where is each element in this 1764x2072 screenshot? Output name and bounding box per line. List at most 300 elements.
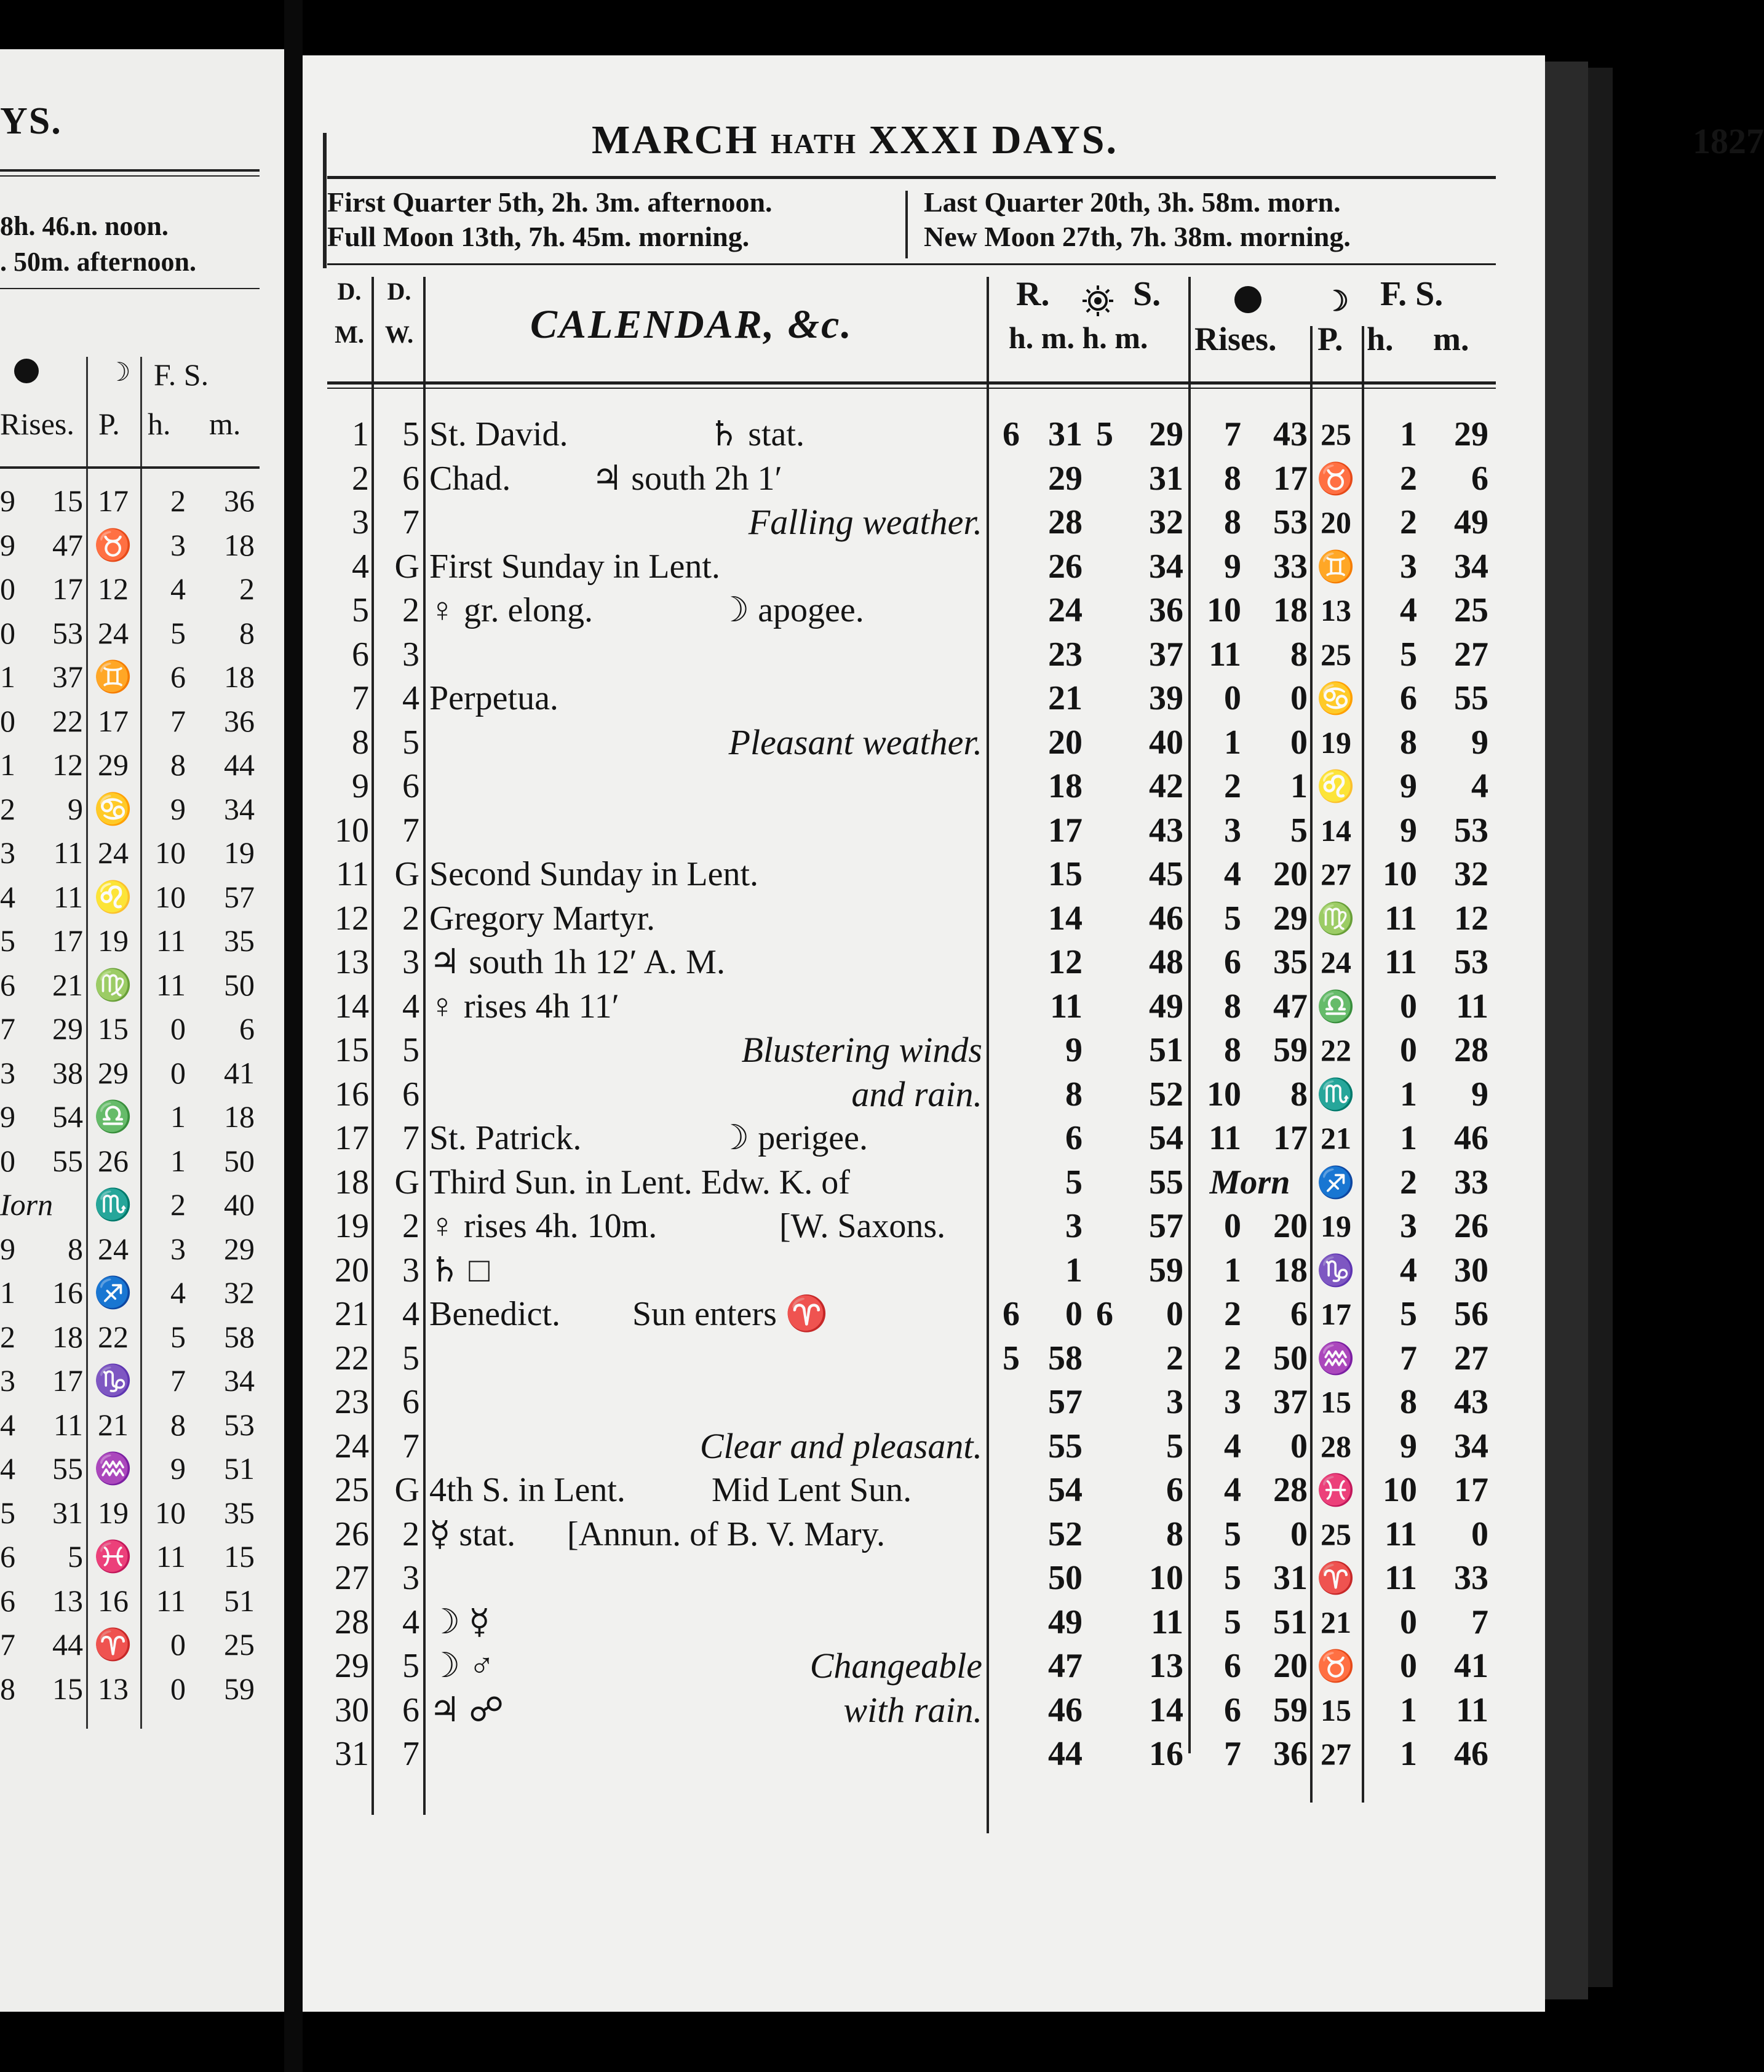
moonrise-hour: 2 bbox=[1224, 1339, 1241, 1377]
day-of-month: 25 bbox=[335, 1471, 369, 1509]
calendar-note-secondary: Mid Lent Sun. bbox=[712, 1471, 912, 1509]
sunset-minute: 55 bbox=[1149, 1163, 1183, 1201]
left-moon-position: 17 bbox=[98, 484, 129, 518]
moon-position: 28 bbox=[1321, 1428, 1351, 1464]
sunrise-hour: 5 bbox=[1003, 1339, 1020, 1377]
left-full-sea-hour: 10 bbox=[155, 879, 186, 914]
left-moonrise-minute: 17 bbox=[52, 1363, 83, 1398]
left-moonrise-hour: 5 bbox=[0, 923, 15, 958]
day-of-week: 7 bbox=[402, 1735, 419, 1773]
sunset-minute: 52 bbox=[1149, 1075, 1183, 1114]
sunset-hour: 5 bbox=[1096, 415, 1113, 453]
left-moonrise-minute: 54 bbox=[52, 1099, 83, 1134]
moon-position: 19 bbox=[1321, 725, 1351, 760]
sunset-minute: 31 bbox=[1149, 459, 1183, 498]
left-moonrise-minute: 55 bbox=[52, 1451, 83, 1486]
left-full-sea-minute: 36 bbox=[224, 484, 255, 518]
left-moonrise-hour: 0 bbox=[0, 572, 15, 606]
left-moonrise-minute: 17 bbox=[52, 923, 83, 958]
sun-rise-header: R. bbox=[1016, 275, 1050, 313]
left-full-sea-hour: 2 bbox=[170, 484, 186, 518]
calendar-note: First Sunday in Lent. bbox=[429, 547, 720, 586]
moon-position: 27 bbox=[1321, 857, 1351, 891]
left-moon-position: ♍ bbox=[93, 967, 133, 1002]
left-moon-position: 29 bbox=[98, 1055, 129, 1090]
left-moon-position: 13 bbox=[98, 1671, 129, 1706]
sunrise-minute: 24 bbox=[1048, 591, 1083, 629]
full-sea-minute: 32 bbox=[1454, 855, 1488, 893]
full-sea-minute: 7 bbox=[1471, 1603, 1488, 1641]
moonrise-hour: 7 bbox=[1224, 415, 1241, 453]
sunrise-minute: 0 bbox=[1065, 1295, 1083, 1333]
sunset-minute: 2 bbox=[1166, 1339, 1183, 1377]
moonrise-minute: 17 bbox=[1273, 459, 1308, 498]
full-moon: Full Moon 13th, 7h. 45m. morning. bbox=[327, 221, 750, 252]
left-full-sea-minute: 8 bbox=[239, 615, 255, 650]
left-moonrise-minute: 12 bbox=[52, 747, 83, 782]
left-moonrise-minute: 31 bbox=[52, 1495, 83, 1530]
moonrise-hour: 4 bbox=[1224, 1471, 1241, 1509]
left-moon-position: ♎ bbox=[93, 1099, 133, 1134]
day-of-month: 4 bbox=[352, 547, 369, 586]
moonrise-minute: 36 bbox=[1273, 1735, 1308, 1773]
day-of-week: G bbox=[394, 547, 419, 586]
full-sea-hour: 9 bbox=[1400, 811, 1417, 850]
day-of-month: 16 bbox=[335, 1075, 369, 1114]
calendar-note-secondary: ♄ stat. bbox=[709, 415, 805, 453]
day-of-month: 7 bbox=[352, 679, 369, 717]
moonrise-minute: 51 bbox=[1273, 1603, 1308, 1641]
left-moonrise-hour: 6 bbox=[0, 1583, 15, 1618]
moonrise-minute: 18 bbox=[1273, 591, 1308, 629]
moonrise-hour: 8 bbox=[1224, 987, 1241, 1026]
left-moonrise-hour: 6 bbox=[0, 1539, 15, 1574]
full-sea-hour: 10 bbox=[1383, 1471, 1417, 1509]
moonrise-hour: 6 bbox=[1224, 1691, 1241, 1729]
calendar-note: Perpetua. bbox=[429, 679, 558, 717]
left-table-rule bbox=[0, 466, 260, 469]
moonrise-minute: 6 bbox=[1290, 1295, 1308, 1333]
left-moon-position: 21 bbox=[98, 1407, 129, 1442]
moon-position: ♋ bbox=[1316, 681, 1356, 715]
moon-position: ♍ bbox=[1316, 901, 1356, 936]
full-sea-hour: 0 bbox=[1400, 1647, 1417, 1685]
full-sea-hour: 11 bbox=[1385, 1515, 1417, 1553]
moonrise-minute: 59 bbox=[1273, 1031, 1308, 1069]
sunrise-minute: 52 bbox=[1048, 1515, 1083, 1553]
day-of-week: 6 bbox=[402, 767, 419, 805]
left-full-sea-minute: 25 bbox=[224, 1627, 255, 1662]
left-moonrise-hour: 0 bbox=[0, 1143, 15, 1178]
moonrise-hour: 1 bbox=[1224, 723, 1241, 762]
full-sea-hour: 8 bbox=[1400, 723, 1417, 762]
calendar-note: Second Sunday in Lent. bbox=[429, 855, 759, 893]
left-full-sea-hour: 10 bbox=[155, 1495, 186, 1530]
left-full-sea-minute: 44 bbox=[224, 747, 255, 782]
sunrise-minute: 17 bbox=[1048, 811, 1083, 850]
left-full-sea-minute: 15 bbox=[224, 1539, 255, 1574]
left-full-sea-hour: 0 bbox=[170, 1011, 186, 1046]
moonrise-hour: 3 bbox=[1224, 1383, 1241, 1421]
calendar-note-secondary: [Annun. of B. V. Mary. bbox=[567, 1515, 885, 1553]
calendar-note: St. David. bbox=[429, 415, 568, 453]
first-quarter: First Quarter 5th, 2h. 3m. afternoon. bbox=[327, 186, 773, 218]
calendar-note: ♀ rises 4h. 10m. bbox=[429, 1207, 658, 1245]
day-of-week: 4 bbox=[402, 987, 419, 1026]
left-moon-position: ♌ bbox=[93, 879, 133, 914]
left-moonrise-minute: 11 bbox=[53, 1407, 83, 1442]
left-moonrise-hour: 3 bbox=[0, 835, 15, 870]
calendar-note-secondary: ☽ apogee. bbox=[718, 591, 864, 629]
sunrise-hour: 6 bbox=[1003, 415, 1020, 453]
full-sea-minute: 27 bbox=[1454, 635, 1488, 674]
full-sea-minute: 49 bbox=[1454, 503, 1488, 541]
left-moon-position: 29 bbox=[98, 747, 129, 782]
left-moonrise-minute: 15 bbox=[52, 484, 83, 518]
full-sea-minute: 34 bbox=[1454, 547, 1488, 586]
day-of-month: 9 bbox=[352, 767, 369, 805]
moonrise-hour: 8 bbox=[1224, 1031, 1241, 1069]
moonrise-hour: 4 bbox=[1224, 1427, 1241, 1465]
weather-note: and rain. bbox=[851, 1074, 982, 1114]
moon-position: ♎ bbox=[1316, 989, 1356, 1024]
weather-note: Clear and pleasant. bbox=[699, 1425, 982, 1466]
day-of-week: 4 bbox=[402, 1295, 419, 1333]
left-full-sea-hour: 7 bbox=[170, 1363, 186, 1398]
full-moon-icon bbox=[1233, 284, 1263, 324]
full-sea-hour: 5 bbox=[1400, 1295, 1417, 1333]
full-sea-minute: 56 bbox=[1454, 1295, 1488, 1333]
left-full-sea-minute: 18 bbox=[224, 659, 255, 694]
left-full-sea-hour: 0 bbox=[170, 1671, 186, 1706]
full-sea-hour: 1 bbox=[1400, 1075, 1417, 1114]
fs-header: F. S. bbox=[1380, 275, 1444, 313]
day-of-month: 17 bbox=[335, 1119, 369, 1157]
left-moon-position: ♋ bbox=[93, 791, 133, 826]
day-of-week: 4 bbox=[402, 679, 419, 717]
day-of-month: 10 bbox=[335, 811, 369, 850]
left-full-sea-hour: 5 bbox=[170, 1319, 186, 1354]
left-moon-position: 24 bbox=[98, 615, 129, 650]
left-col-divider bbox=[140, 357, 142, 1729]
left-moon-position: ♈ bbox=[93, 1627, 133, 1662]
day-of-week: 5 bbox=[402, 723, 419, 762]
left-moonrise-minute: 15 bbox=[52, 1671, 83, 1706]
left-moonrise-minute: 9 bbox=[68, 791, 83, 826]
full-sea-minute: 6 bbox=[1471, 459, 1488, 498]
moon-position: 22 bbox=[1321, 1033, 1351, 1067]
left-moonrise-hour: 7 bbox=[0, 1627, 15, 1662]
moonrise-minute: 28 bbox=[1273, 1471, 1308, 1509]
moonrise-hour: 5 bbox=[1224, 1603, 1241, 1641]
moonrise-minute: 20 bbox=[1273, 1207, 1308, 1245]
moon-position: ♒ bbox=[1316, 1341, 1356, 1376]
sunrise-minute: 3 bbox=[1065, 1207, 1083, 1245]
day-of-month: 24 bbox=[335, 1427, 369, 1465]
sunset-minute: 3 bbox=[1166, 1383, 1183, 1421]
page-edge bbox=[1545, 62, 1588, 1999]
full-sea-minute: 55 bbox=[1454, 679, 1488, 717]
left-moonrise-minute: 11 bbox=[53, 835, 83, 870]
dw-header-bottom: W. bbox=[384, 321, 414, 348]
sunset-minute: 51 bbox=[1149, 1031, 1183, 1069]
left-moonrise-minute: 47 bbox=[52, 527, 83, 562]
sunrise-minute: 14 bbox=[1048, 899, 1083, 938]
book-gutter bbox=[284, 0, 303, 2072]
full-sea-hour: 9 bbox=[1400, 767, 1417, 805]
day-of-month: 30 bbox=[335, 1691, 369, 1729]
left-moonrise-hour: 9 bbox=[0, 484, 15, 518]
sunrise-minute: 55 bbox=[1048, 1427, 1083, 1465]
moon-position: ♉ bbox=[1316, 461, 1356, 496]
day-of-week: 7 bbox=[402, 1427, 419, 1465]
moon-p-symbol: ☽ bbox=[1324, 285, 1349, 317]
left-moon-position: 24 bbox=[98, 835, 129, 870]
sunset-minute: 40 bbox=[1149, 723, 1183, 762]
left-moonrise-minute: 17 bbox=[52, 572, 83, 606]
left-full-sea-minute: 58 bbox=[224, 1319, 255, 1354]
moonrise-hour: 9 bbox=[1224, 547, 1241, 586]
left-full-sea-minute: 34 bbox=[224, 1363, 255, 1398]
moonrise-minute: 20 bbox=[1273, 855, 1308, 893]
left-phase-2: . 50m. afternoon. bbox=[0, 247, 196, 277]
sun-set-header: S. bbox=[1133, 275, 1161, 313]
day-of-month: 28 bbox=[335, 1603, 369, 1641]
left-moonrise-minute: 37 bbox=[52, 659, 83, 694]
moonrise-hour: 7 bbox=[1224, 1735, 1241, 1773]
left-full-sea-minute: 59 bbox=[224, 1671, 255, 1706]
moonrise-minute: 1 bbox=[1290, 767, 1308, 805]
left-full-sea-minute: 29 bbox=[224, 1231, 255, 1266]
left-moon-position: 24 bbox=[98, 1231, 129, 1266]
left-full-sea-minute: 40 bbox=[224, 1187, 255, 1222]
left-moonrise-minute: 29 bbox=[52, 1011, 83, 1046]
sunset-minute: 42 bbox=[1149, 767, 1183, 805]
day-of-week: 2 bbox=[402, 1207, 419, 1245]
moonrise-minute: 59 bbox=[1273, 1691, 1308, 1729]
left-full-sea-hour: 1 bbox=[170, 1143, 186, 1178]
sunrise-minute: 49 bbox=[1048, 1603, 1083, 1641]
day-of-week: 5 bbox=[402, 1031, 419, 1069]
full-sea-hour: 7 bbox=[1400, 1339, 1417, 1377]
moonrise-minute: 0 bbox=[1290, 1427, 1308, 1465]
full-sea-minute: 29 bbox=[1454, 415, 1488, 453]
sunrise-minute: 44 bbox=[1048, 1735, 1083, 1773]
full-sea-hour: 4 bbox=[1400, 1251, 1417, 1289]
day-of-week: 6 bbox=[402, 459, 419, 498]
day-of-month: 15 bbox=[335, 1031, 369, 1069]
full-sea-minute: 53 bbox=[1454, 811, 1488, 850]
left-full-sea-minute: 35 bbox=[224, 923, 255, 958]
left-moonrise-minute: 44 bbox=[52, 1627, 83, 1662]
full-sea-minute: 0 bbox=[1471, 1515, 1488, 1553]
left-full-sea-minute: 51 bbox=[224, 1583, 255, 1618]
day-of-week: 2 bbox=[402, 591, 419, 629]
full-sea-minute: 43 bbox=[1454, 1383, 1488, 1421]
moonrise-minute: 0 bbox=[1290, 679, 1308, 717]
left-rises-header: Rises. bbox=[0, 407, 74, 441]
moonrise-hour: 10 bbox=[1207, 591, 1241, 629]
left-full-sea-minute: 32 bbox=[224, 1275, 255, 1310]
full-sea-hour: 3 bbox=[1400, 547, 1417, 586]
left-full-sea-minute: 50 bbox=[224, 967, 255, 1002]
day-of-week: 3 bbox=[402, 635, 419, 674]
calendar-note-secondary: [W. Saxons. bbox=[779, 1207, 946, 1245]
left-moonrise-morn: Iorn bbox=[0, 1187, 54, 1222]
sunset-minute: 49 bbox=[1149, 987, 1183, 1026]
moonrise-morn: Morn bbox=[1209, 1163, 1290, 1201]
day-of-week: 5 bbox=[402, 1339, 419, 1377]
new-moon: New Moon 27th, 7h. 38m. morning. bbox=[924, 221, 1351, 252]
moonrise-minute: 8 bbox=[1290, 1075, 1308, 1114]
day-of-week: G bbox=[394, 855, 419, 893]
moonrise-minute: 53 bbox=[1273, 503, 1308, 541]
day-of-week: 6 bbox=[402, 1691, 419, 1729]
last-quarter: Last Quarter 20th, 3h. 58m. morn. bbox=[924, 186, 1341, 218]
left-full-sea-minute: 53 bbox=[224, 1407, 255, 1442]
moonrise-hour: 11 bbox=[1209, 635, 1241, 674]
left-full-sea-hour: 3 bbox=[170, 527, 186, 562]
sunrise-minute: 46 bbox=[1048, 1691, 1083, 1729]
sunset-minute: 0 bbox=[1166, 1295, 1183, 1333]
sunrise-minute: 26 bbox=[1048, 547, 1083, 586]
moonrise-hour: 11 bbox=[1209, 1119, 1241, 1157]
sun-sub-header: h. m. h. m. bbox=[1009, 321, 1148, 355]
calendar-note: 4th S. in Lent. bbox=[429, 1471, 626, 1509]
full-sea-hour: 3 bbox=[1400, 1207, 1417, 1245]
calendar-note: Benedict. bbox=[429, 1295, 561, 1333]
left-full-sea-minute: 57 bbox=[224, 879, 255, 914]
sunset-minute: 16 bbox=[1149, 1735, 1183, 1773]
day-of-month: 27 bbox=[335, 1559, 369, 1597]
full-sea-hour: 11 bbox=[1385, 899, 1417, 938]
moon-position: ♏ bbox=[1316, 1077, 1356, 1112]
sunrise-minute: 18 bbox=[1048, 767, 1083, 805]
moon-position: 27 bbox=[1321, 1737, 1351, 1771]
col-divider-dw bbox=[423, 277, 426, 1815]
left-full-sea-hour: 6 bbox=[170, 659, 186, 694]
sunset-minute: 59 bbox=[1149, 1251, 1183, 1289]
day-of-month: 18 bbox=[335, 1163, 369, 1201]
sunset-minute: 37 bbox=[1149, 635, 1183, 674]
left-page-rule-2 bbox=[0, 288, 260, 289]
moon-position: ♉ bbox=[1316, 1649, 1356, 1683]
moonrise-minute: 35 bbox=[1273, 943, 1308, 981]
day-of-week: 2 bbox=[402, 1515, 419, 1553]
day-of-week: 5 bbox=[402, 415, 419, 453]
left-page-rule bbox=[0, 169, 260, 172]
calendar-note: Gregory Martyr. bbox=[429, 899, 656, 938]
day-of-week: 6 bbox=[402, 1383, 419, 1421]
full-sea-hour: 11 bbox=[1385, 1559, 1417, 1597]
sunset-minute: 6 bbox=[1166, 1471, 1183, 1509]
left-moonrise-minute: 38 bbox=[52, 1055, 83, 1090]
moonrise-minute: 8 bbox=[1290, 635, 1308, 674]
full-sea-hour: 11 bbox=[1385, 943, 1417, 981]
dm-header-top: D. bbox=[337, 277, 362, 305]
calendar-note: Third Sun. in Lent. Edw. K. of bbox=[429, 1163, 850, 1201]
calendar-note-secondary: ☽ perigee. bbox=[718, 1119, 868, 1157]
left-full-sea-hour: 11 bbox=[156, 967, 186, 1002]
weather-note: with rain. bbox=[843, 1689, 982, 1730]
full-sea-minute: 41 bbox=[1454, 1647, 1488, 1685]
sunrise-minute: 5 bbox=[1065, 1163, 1083, 1201]
left-moonrise-hour: 0 bbox=[0, 703, 15, 738]
day-of-week: 3 bbox=[402, 943, 419, 981]
sunset-minute: 10 bbox=[1149, 1559, 1183, 1597]
left-moonrise-hour: 1 bbox=[0, 659, 15, 694]
left-moon-position: ♓ bbox=[93, 1539, 133, 1574]
moonrise-minute: 17 bbox=[1273, 1119, 1308, 1157]
page-edge bbox=[1588, 68, 1613, 1987]
sunset-minute: 14 bbox=[1149, 1691, 1183, 1729]
day-of-month: 14 bbox=[335, 987, 369, 1026]
almanac-page bbox=[303, 55, 1764, 2012]
sunset-minute: 36 bbox=[1149, 591, 1183, 629]
left-moonrise-minute: 53 bbox=[52, 615, 83, 650]
sunrise-minute: 6 bbox=[1065, 1119, 1083, 1157]
left-full-sea-hour: 10 bbox=[155, 835, 186, 870]
sunrise-minute: 12 bbox=[1048, 943, 1083, 981]
moon-position: 14 bbox=[1321, 813, 1351, 848]
day-of-week: 4 bbox=[402, 1603, 419, 1641]
moonrise-hour: 8 bbox=[1224, 459, 1241, 498]
day-of-month: 2 bbox=[352, 459, 369, 498]
left-moonrise-minute: 8 bbox=[68, 1231, 83, 1266]
header-rule bbox=[327, 381, 1496, 385]
moonrise-minute: 0 bbox=[1290, 1515, 1308, 1553]
left-full-sea-hour: 4 bbox=[170, 572, 186, 606]
left-moonrise-minute: 5 bbox=[68, 1539, 83, 1574]
page-margin-rule bbox=[323, 133, 327, 268]
left-moon-position: 16 bbox=[98, 1583, 129, 1618]
left-moonrise-hour: 2 bbox=[0, 1319, 15, 1354]
day-of-month: 23 bbox=[335, 1383, 369, 1421]
moonrise-minute: 50 bbox=[1273, 1339, 1308, 1377]
sunset-minute: 54 bbox=[1149, 1119, 1183, 1157]
full-sea-hour: 0 bbox=[1400, 987, 1417, 1026]
moonrise-hour: 2 bbox=[1224, 1295, 1241, 1333]
sunset-minute: 46 bbox=[1149, 899, 1183, 938]
left-moon-position: 15 bbox=[98, 1011, 129, 1046]
left-moonrise-hour: 9 bbox=[0, 527, 15, 562]
moon-p-header: P. bbox=[1317, 321, 1343, 357]
full-sea-minute: 28 bbox=[1454, 1031, 1488, 1069]
moonrise-minute: 47 bbox=[1273, 987, 1308, 1026]
sunset-minute: 11 bbox=[1151, 1603, 1183, 1641]
left-moon-position: 17 bbox=[98, 703, 129, 738]
col-divider-dm bbox=[371, 277, 374, 1815]
day-of-month: 12 bbox=[335, 899, 369, 938]
day-of-month: 6 bbox=[352, 635, 369, 674]
full-sea-minute: 33 bbox=[1454, 1163, 1488, 1201]
calendar-note: ☽ ♂ bbox=[429, 1647, 495, 1685]
left-full-sea-minute: 35 bbox=[224, 1495, 255, 1530]
sunrise-minute: 29 bbox=[1048, 459, 1083, 498]
moonrise-hour: 5 bbox=[1224, 1559, 1241, 1597]
sunset-minute: 29 bbox=[1149, 415, 1183, 453]
left-m-header: m. bbox=[209, 407, 241, 441]
moon-position: 25 bbox=[1321, 417, 1351, 452]
dm-header-bottom: M. bbox=[335, 321, 364, 348]
weather-note: Blustering winds bbox=[741, 1030, 982, 1070]
day-of-week: 6 bbox=[402, 1075, 419, 1114]
moonrise-hour: 8 bbox=[1224, 503, 1241, 541]
moon-position: ♐ bbox=[1316, 1165, 1356, 1200]
left-moonrise-hour: 2 bbox=[0, 791, 15, 826]
calendar-note: ☽ ☿ bbox=[429, 1603, 490, 1641]
sunset-minute: 39 bbox=[1149, 679, 1183, 717]
